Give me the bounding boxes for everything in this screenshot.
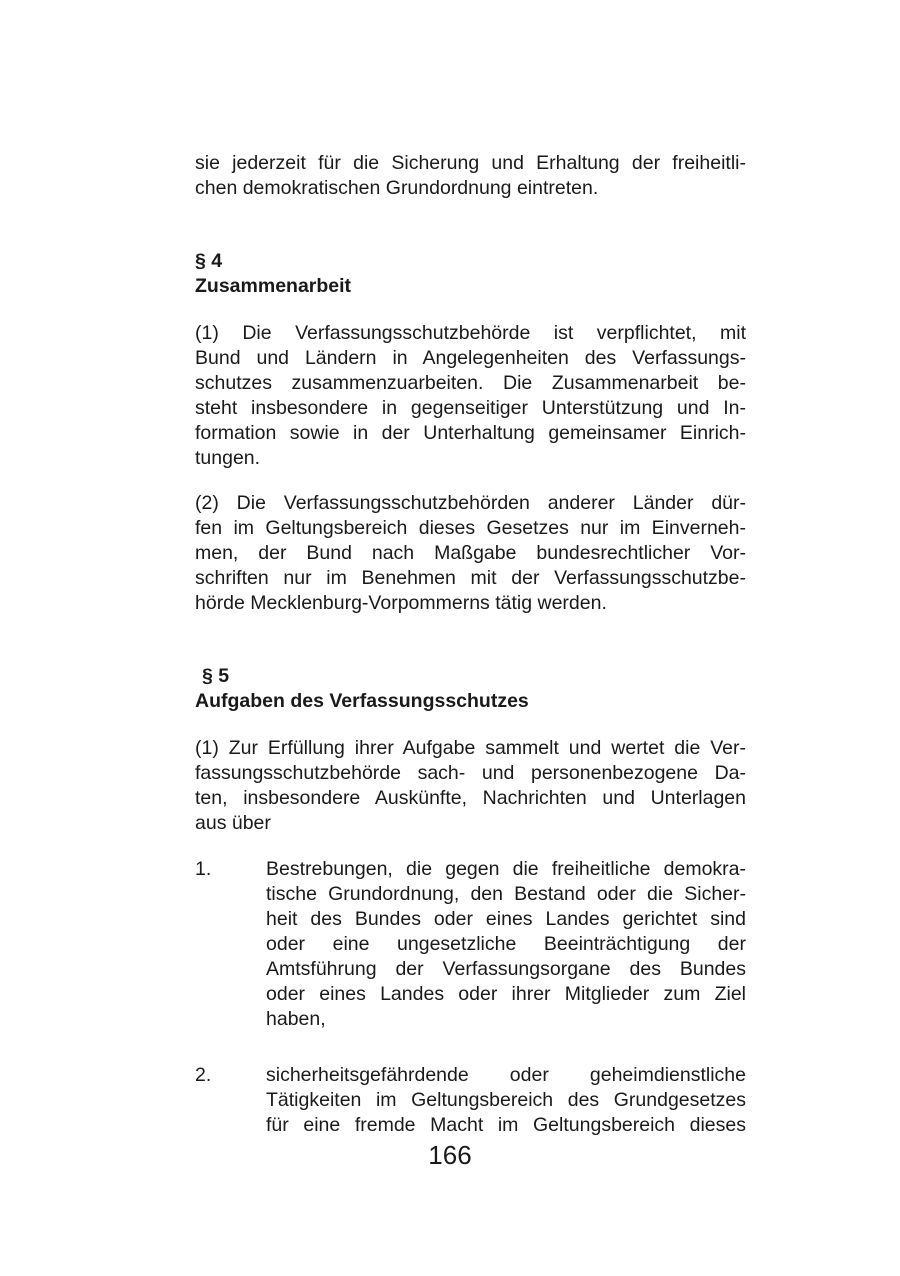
list-item-line: Bestrebungen, die gegen die freiheitliche demokra- xyxy=(266,858,746,880)
list-item-line: oder eine ungesetzliche Beeinträchtigung der xyxy=(266,933,746,955)
section-5-para-1-line: fassungsschutzbehörde sach- und personenbezogene Da- xyxy=(195,762,746,784)
section-5-para-1-line: ten, insbesondere Auskünfte, Nachrichten und Unterlagen xyxy=(195,787,746,809)
list-item-number: 2. xyxy=(195,1064,212,1086)
section-5-para-1-line: aus über xyxy=(195,812,271,834)
list-item-line: haben, xyxy=(266,1008,326,1030)
section-4-para-1-line: steht insbesondere in gegenseitiger Unterstützung und In- xyxy=(195,397,746,419)
section-5-para-1-line: (1) Zur Erfüllung ihrer Aufgabe sammelt und wertet die Ver- xyxy=(195,737,746,759)
section-4-title: Zusammenarbeit xyxy=(195,275,352,297)
section-4-para-2-line: fen im Geltungsbereich dieses Gesetzes nur im Einverneh- xyxy=(195,517,746,539)
section-4-number: § 4 xyxy=(195,250,223,272)
section-4-para-1-line: (1) Die Verfassungsschutzbehörde ist verpflichtet, mit xyxy=(195,322,746,344)
intro-line: chen demokratischen Grundordnung eintreten. xyxy=(195,177,599,199)
list-item-line: Tätigkeiten im Geltungsbereich des Grundgesetzes xyxy=(266,1089,746,1111)
list-item-line: heit des Bundes oder eines Landes gerichtet sind xyxy=(266,908,746,930)
section-4-para-1-line: tungen. xyxy=(195,447,261,469)
list-item-line: tische Grundordnung, den Bestand oder die Sicher- xyxy=(266,883,746,905)
page-number: 166 xyxy=(428,1140,472,1170)
section-4-para-2-line: schriften nur im Benehmen mit der Verfassungsschutzbe- xyxy=(195,567,746,589)
intro-line: sie jederzeit für die Sicherung und Erhaltung der freiheitli- xyxy=(195,152,746,174)
list-item-number: 1. xyxy=(195,858,212,880)
section-4-para-1-line: formation sowie in der Unterhaltung gemeinsamer Einrich- xyxy=(195,422,746,444)
list-item-line: für eine fremde Macht im Geltungsbereich dieses xyxy=(266,1114,746,1136)
list-item-line: oder eines Landes oder ihrer Mitglieder zum Ziel xyxy=(266,983,746,1005)
section-4-para-2-line: men, der Bund nach Maßgabe bundesrechtlicher Vor- xyxy=(195,542,746,564)
section-4-para-2-line: (2) Die Verfassungsschutzbehörden anderer Länder dür- xyxy=(195,492,746,514)
section-5-number: § 5 xyxy=(202,665,230,687)
section-5-title: Aufgaben des Verfassungsschutzes xyxy=(195,690,529,712)
section-4-para-1-line: schutzes zusammenzuarbeiten. Die Zusammenarbeit be- xyxy=(195,372,746,394)
section-4-para-1-line: Bund und Ländern in Angelegenheiten des Verfassungs- xyxy=(195,347,746,369)
list-item-line: Amtsführung der Verfassungsorgane des Bundes xyxy=(266,958,746,980)
list-item-line: sicherheitsgefährdende oder geheimdienstliche xyxy=(266,1064,746,1086)
section-4-para-2-line: hörde Mecklenburg-Vorpommerns tätig werden. xyxy=(195,592,607,614)
